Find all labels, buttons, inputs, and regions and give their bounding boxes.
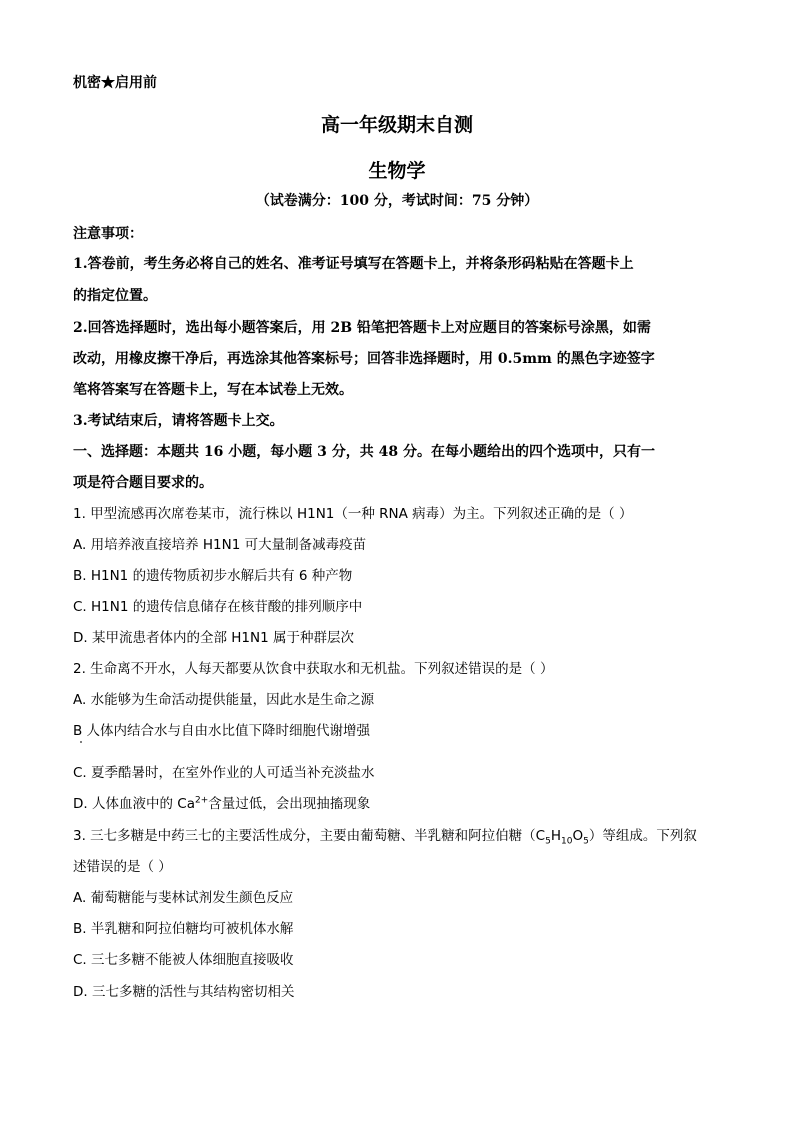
- exam-info: （试卷满分：100 分，考试时间：75 分钟）: [255, 193, 539, 209]
- option-d-prefix: D. 人体血液中的 Ca: [73, 796, 195, 812]
- section-1-line-2: 项是符合题目要求的。: [73, 475, 213, 491]
- formula-o: O: [572, 828, 584, 844]
- notes-heading: 注意事项：: [73, 226, 143, 242]
- question-2-option-d: [73, 794, 370, 814]
- calcium-charge: 2+: [194, 795, 209, 806]
- formula-h: H: [550, 828, 561, 844]
- note-1-line-1: 1.答卷前，考生务必将自己的姓名、准考证号填写在答题卡上，并将条形码粘贴在答题卡上: [73, 256, 634, 272]
- question-2-option-c: C. 夏季酷暑时，在室外作业的人可适当补充淡盐水: [73, 765, 375, 781]
- question-1-option-b: B. H1N1 的遗传物质初步水解后共有 6 种产物: [73, 568, 353, 584]
- question-3-option-b: B. 半乳糖和阿拉伯糖均可被机体水解: [73, 921, 294, 937]
- question-3-stem-line-1: [73, 826, 697, 846]
- formula-sub-c: 5: [545, 836, 551, 847]
- question-3-option-a: A. 葡萄糖能与斐林试剂发生颜色反应: [73, 890, 294, 906]
- option-d-suffix: 含量过低，会出现抽搐现象: [208, 796, 371, 812]
- question-1-option-d: D. 某甲流患者体内的全部 H1N1 属于种群层次: [73, 630, 354, 646]
- question-3-stem-line-2: 述错误的是（ ）: [73, 859, 172, 875]
- subject-title: 生物学: [368, 160, 426, 182]
- formula-sub-o: 5: [583, 836, 589, 847]
- question-3-option-d: D. 三七多糖的活性与其结构密切相关: [73, 984, 295, 1000]
- formula-sub-h: 10: [561, 836, 573, 847]
- question-3-option-c: C. 三七多糖不能被人体细胞直接吸收: [73, 952, 294, 968]
- section-1-line-1: 一、选择题：本题共 16 小题，每小题 3 分，共 48 分。在每小题给出的四个选项中，只有一: [73, 444, 655, 460]
- question-2-option-b: B 人体内结合水与自由水比值下降时细胞代谢增强: [73, 723, 371, 739]
- note-2-line-3: 笔将答案写在答题卡上，写在本试卷上无效。: [73, 382, 353, 398]
- note-2-line-2: 改动，用橡皮擦干净后，再选涂其他答案标号；回答非选择题时，用 0.5mm 的黑色字迹签字: [73, 351, 655, 367]
- note-2-line-1: 2.回答选择题时，选出每小题答案后，用 2B 铅笔把答题卡上对应题目的答案标号涂黑，如需: [73, 320, 651, 336]
- secret-mark: 机密★启用前: [73, 75, 157, 91]
- question-1-stem: 1. 甲型流感再次席卷某市，流行株以 H1N1（一种 RNA 病毒）为主。下列叙述正确的是（ ）: [73, 506, 633, 522]
- question-2-stem: 2. 生命离不开水，人每天都要从饮食中获取水和无机盐。下列叙述错误的是（ ）: [73, 661, 554, 677]
- stem-part-1: 3. 三七多糖是中药三七的主要活性成分，主要由葡萄糖、半乳糖和阿拉伯糖（C: [73, 828, 546, 844]
- note-3: 3.考试结束后，请将答题卡上交。: [73, 413, 284, 429]
- note-1-line-2: 的指定位置。: [73, 288, 157, 304]
- question-1-option-a: A. 用培养液直接培养 H1N1 可大量制备减毒疫苗: [73, 537, 367, 553]
- question-2-option-a: A. 水能够为生命活动提供能量，因此水是生命之源: [73, 692, 375, 708]
- exam-title: 高一年级期末自测: [320, 114, 473, 136]
- stem-part-2: ）等组成。下列叙: [588, 828, 697, 844]
- stray-dot: [80, 741, 82, 743]
- question-1-option-c: C. H1N1 的遗传信息储存在核苷酸的排列顺序中: [73, 599, 363, 615]
